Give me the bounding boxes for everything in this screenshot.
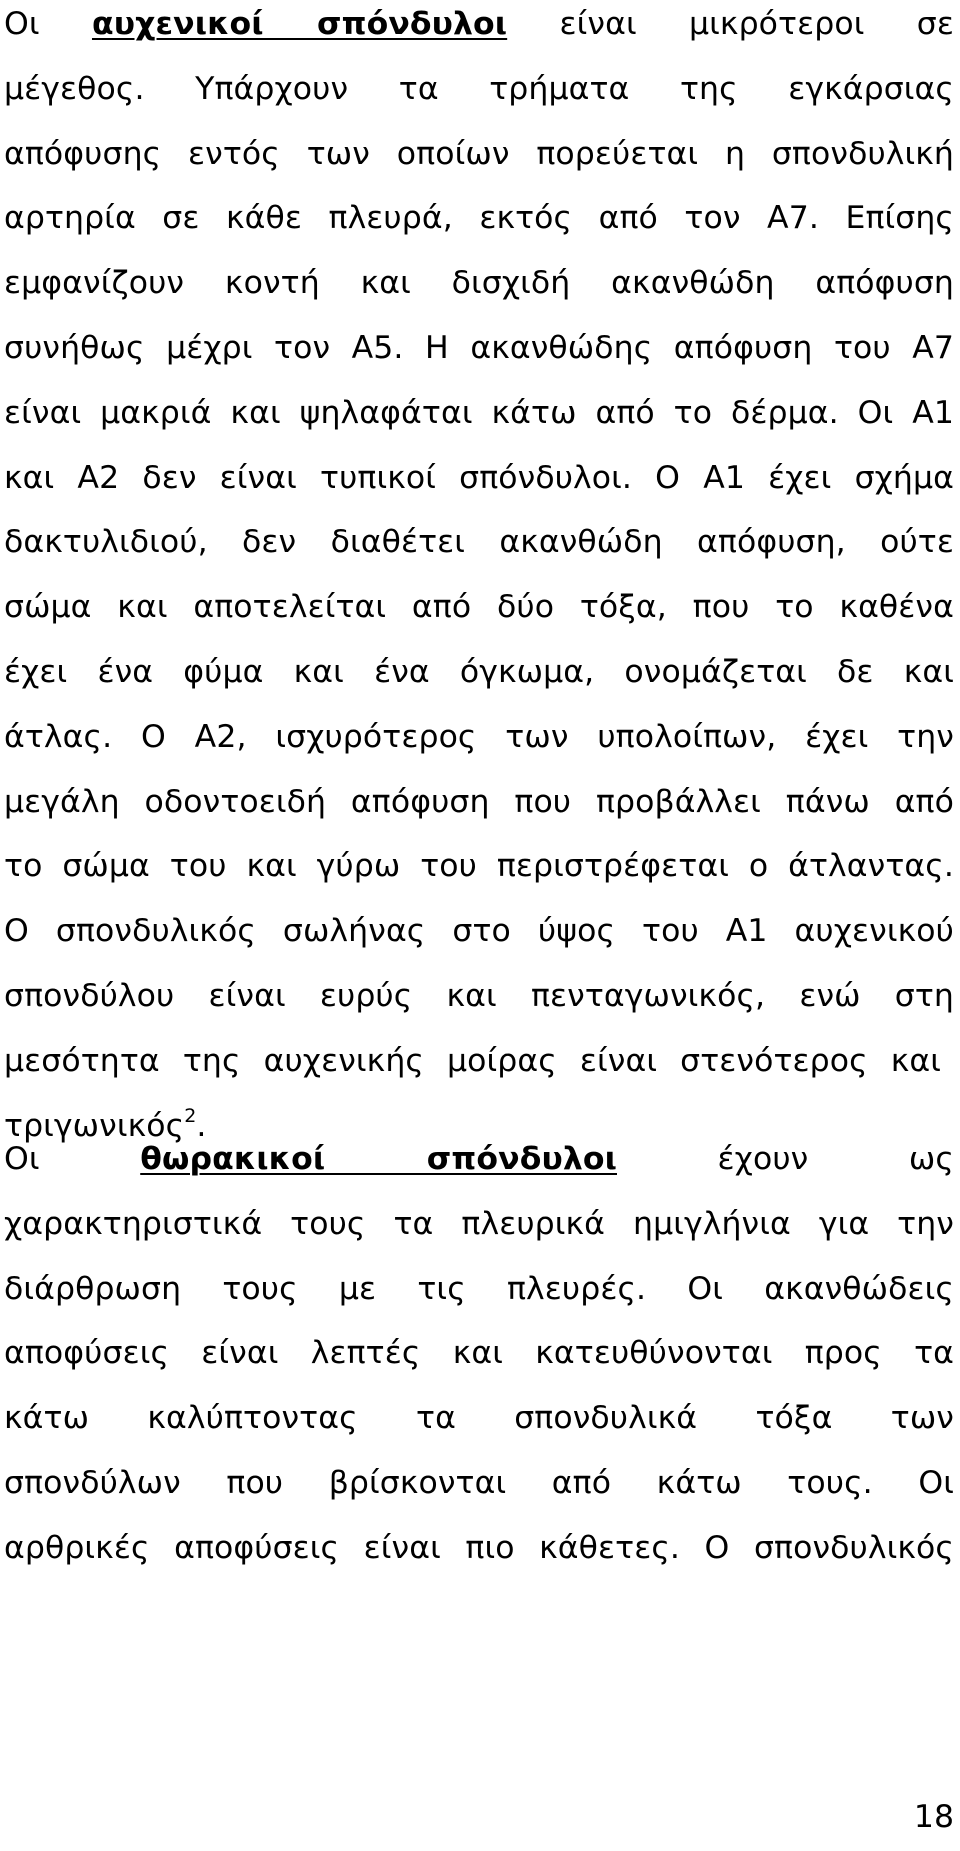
text-line: είναι μακριά και ψηλαφάται κάτω από το δέρμα. Οι Α1 [4, 394, 954, 431]
page-number: 18 [913, 1799, 954, 1835]
text-line: άτλας. Ο Α2, ισχυρότερος των υπολοίπων, έχει την [4, 718, 954, 755]
text-line: σπονδύλων που βρίσκονται από κάτω τους. Οι [4, 1464, 954, 1501]
paragraph-cervical-vertebrae [4, 0, 954, 1158]
text-line: δακτυλιδιού, δεν διαθέτει ακανθώδη απόφυση, ούτε [4, 524, 954, 561]
text-line: και Α2 δεν είναι τυπικοί σπόνδυλοι. Ο Α1 έχει σχήμα [4, 459, 954, 496]
section-heading-thoracic: θωρακικοί σπόνδυλοι [140, 1141, 617, 1177]
text-line: μέγεθος. Υπάρχουν τα τρήματα της εγκάρσιας [4, 70, 954, 107]
text-line: εμφανίζουν κοντή και δισχιδή ακανθώδη απόφυση [4, 265, 954, 302]
text-line: απόφυσης εντός των οποίων πορεύεται η σπονδυλική [4, 135, 954, 172]
text-line: αρθρικές αποφύσεις είναι πιο κάθετες. Ο σπονδυλικός [4, 1529, 954, 1566]
text-line: έχει ένα φύμα και ένα όγκωμα, ονομάζεται δε και [4, 653, 954, 690]
footnote-reference: 2 [184, 1104, 197, 1127]
paragraph-thoracic-vertebrae [4, 1127, 954, 1581]
text-line: μεσότητα της αυχενικής μοίρας είναι στενότερος και [4, 1042, 942, 1079]
section-heading-cervical: αυχενικοί σπόνδυλοι [91, 6, 508, 42]
line-text: είναι μικρότεροι σε [507, 6, 954, 42]
line-text: έχουν ως [617, 1141, 954, 1177]
text-line [4, 1127, 954, 1192]
text-line: κάτω καλύπτοντας τα σπονδυλικά τόξα των [4, 1400, 954, 1437]
text-line: σπονδύλου είναι ευρύς και πενταγωνικός, ενώ στη [4, 977, 954, 1014]
line-text: . [196, 1107, 207, 1144]
text-line [4, 0, 954, 57]
text-line: αρτηρία σε κάθε πλευρά, εκτός από τον Α7. Επίσης [4, 200, 954, 237]
line-text: τριγωνικός [4, 1107, 185, 1144]
line-text: Οι [4, 1141, 141, 1177]
text-line: αποφύσεις είναι λεπτές και κατευθύνονται προς τα [4, 1335, 954, 1372]
text-line: χαρακτηριστικά τους τα πλευρικά ημιγλήνια για την [4, 1205, 954, 1242]
text-line: σώμα και αποτελείται από δύο τόξα, που το καθένα [4, 589, 954, 626]
text-line: μεγάλη οδοντοειδή απόφυση που προβάλλει πάνω από [4, 783, 954, 820]
line-text: Οι [4, 6, 92, 42]
text-line: Ο σπονδυλικός σωλήνας στο ύψος του Α1 αυχενικού [4, 913, 954, 950]
text-line: διάρθρωση τους με τις πλευρές. Οι ακανθώδεις [4, 1270, 954, 1307]
text-line: το σώμα του και γύρω του περιστρέφεται ο άτλαντας. [4, 848, 954, 885]
text-line: συνήθως μέχρι τον Α5. Η ακανθώδης απόφυση του Α7 [4, 329, 954, 366]
